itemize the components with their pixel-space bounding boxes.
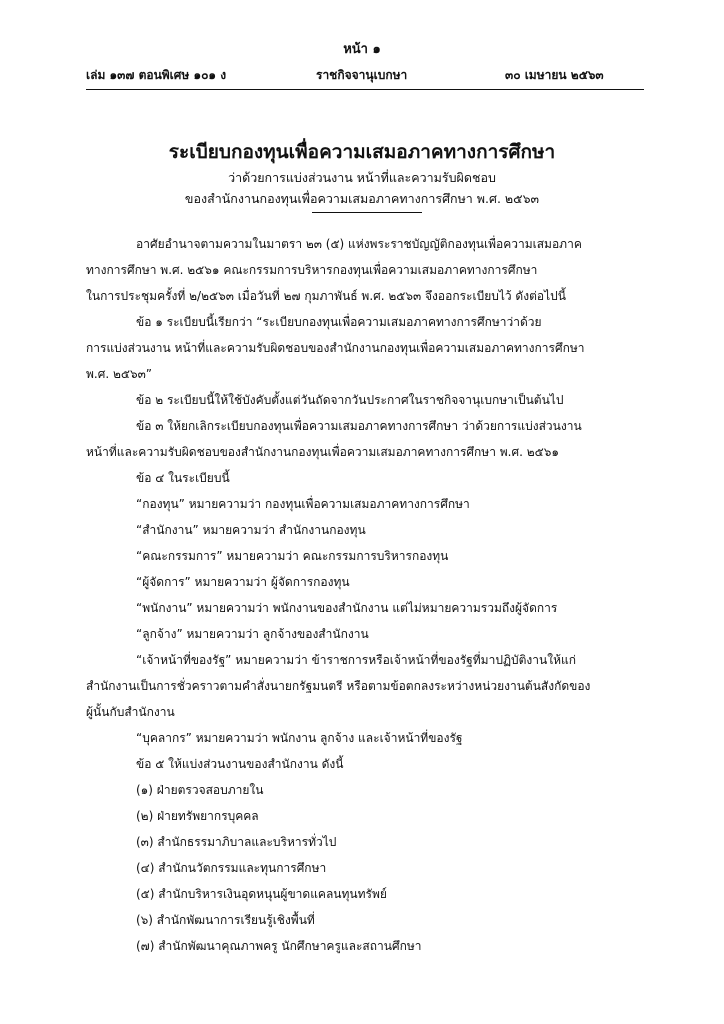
clause-3-line: หน้าที่และความรับผิดชอบของสำนักงานกองทุนเพื่อความเสมอภาคทางการศึกษา พ.ศ. ๒๕๖๑ <box>86 445 559 459</box>
clause-1-line: ข้อ ๑ ระเบียบนี้เรียกว่า “ระเบียบกองทุนเพื่อความเสมอภาคทางการศึกษาว่าด้วย <box>136 315 542 329</box>
definition-item: “กองทุน” หมายความว่า กองทุนเพื่อความเสมอภาคทางการศึกษา <box>136 497 470 511</box>
preamble-line: ทางการศึกษา พ.ศ. ๒๕๖๑ คณะกรรมการบริหารกองทุนเพื่อความเสมอภาคทางการศึกษา <box>86 263 538 277</box>
title-divider <box>312 212 422 213</box>
division-list-item: (๒) ฝ่ายทรัพยากรบุคคล <box>136 809 259 823</box>
division-list-item: (๑) ฝ่ายตรวจสอบภายใน <box>136 783 264 797</box>
preamble-line: อาศัยอำนาจตามความในมาตรา ๒๓ (๕) แห่งพระราชบัญญัติกองทุนเพื่อความเสมอภาค <box>136 237 582 251</box>
document-subtitle-line-2: ของสำนักงานกองทุนเพื่อความเสมอภาคทางการศึกษา พ.ศ. ๒๕๖๓ <box>184 191 540 206</box>
division-list-item: (๔) สำนักนวัตกรรมและทุนการศึกษา <box>136 861 327 875</box>
gazette-date: ๓๐ เมษายน ๒๕๖๓ <box>505 68 604 82</box>
division-list-item: (๓) สำนักธรรมาภิบาลและบริหารทั่วไป <box>136 835 337 849</box>
clause-1-line: การแบ่งส่วนงาน หน้าที่และความรับผิดชอบของสำนักงานกองทุนเพื่อความเสมอภาคทางการศึกษา <box>86 341 585 355</box>
page-number: หน้า ๑ <box>343 42 381 57</box>
definition-item: “ผู้จัดการ” หมายความว่า ผู้จัดการกองทุน <box>136 575 350 589</box>
header-divider <box>86 89 644 90</box>
document-subtitle-line-1: ว่าด้วยการแบ่งส่วนงาน หน้าที่และความรับผิดชอบ <box>228 170 496 185</box>
definition-item: “สำนักงาน” หมายความว่า สำนักงานกองทุน <box>136 523 366 537</box>
clause-2-line: ข้อ ๒ ระเบียบนี้ให้ใช้บังคับตั้งแต่วันถัดจากวันประกาศในราชกิจจานุเบกษาเป็นต้นไป <box>136 393 564 407</box>
definition-item: “คณะกรรมการ” หมายความว่า คณะกรรมการบริหารกองทุน <box>136 549 449 563</box>
division-list-item: (๕) สำนักบริหารเงินอุดหนุนผู้ขาดแคลนทุนทรัพย์ <box>136 887 387 901</box>
division-list-item: (๖) สำนักพัฒนาการเรียนรู้เชิงพื้นที่ <box>136 913 315 927</box>
preamble-line: ในการประชุมครั้งที่ ๒/๒๕๖๓ เมื่อวันที่ ๒๗ กุมภาพันธ์ พ.ศ. ๒๕๖๓ จึงออกระเบียบไว้ ดังต่อไปนี้ <box>86 289 566 303</box>
document-title: ระเบียบกองทุนเพื่อความเสมอภาคทางการศึกษา <box>168 141 556 163</box>
definition-item-continued: ผู้นั้นกับสำนักงาน <box>86 705 175 719</box>
definition-item-continued: สำนักงานเป็นการชั่วคราวตามคำสั่งนายกรัฐมนตรี หรือตามข้อตกลงระหว่างหน่วยงานต้นสังกัดของ <box>86 679 591 693</box>
definition-item: “ลูกจ้าง” หมายความว่า ลูกจ้างของสำนักงาน <box>136 627 369 641</box>
clause-1-line: พ.ศ. ๒๕๖๓” <box>86 367 152 381</box>
clause-5-heading: ข้อ ๕ ให้แบ่งส่วนงานของสำนักงาน ดังนี้ <box>136 757 344 771</box>
gazette-name: ราชกิจจานุเบกษา <box>316 68 408 82</box>
definition-item: “บุคลากร” หมายความว่า พนักงาน ลูกจ้าง และเจ้าหน้าที่ของรัฐ <box>136 731 463 745</box>
definition-item: “พนักงาน” หมายความว่า พนักงานของสำนักงาน แต่ไม่หมายความรวมถึงผู้จัดการ <box>136 601 558 615</box>
clause-3-line: ข้อ ๓ ให้ยกเลิกระเบียบกองทุนเพื่อความเสมอภาคทางการศึกษา ว่าด้วยการแบ่งส่วนงาน <box>136 419 582 433</box>
division-list-item: (๗) สำนักพัฒนาคุณภาพครู นักศึกษาครูและสถานศึกษา <box>136 939 422 953</box>
clause-4-heading: ข้อ ๔ ในระเบียบนี้ <box>136 471 230 485</box>
gazette-volume: เล่ม ๑๓๗ ตอนพิเศษ ๑๐๑ ง <box>86 68 227 82</box>
definition-item: “เจ้าหน้าที่ของรัฐ” หมายความว่า ข้าราชการหรือเจ้าหน้าที่ของรัฐที่มาปฏิบัติงานให้แก่ <box>136 653 576 667</box>
